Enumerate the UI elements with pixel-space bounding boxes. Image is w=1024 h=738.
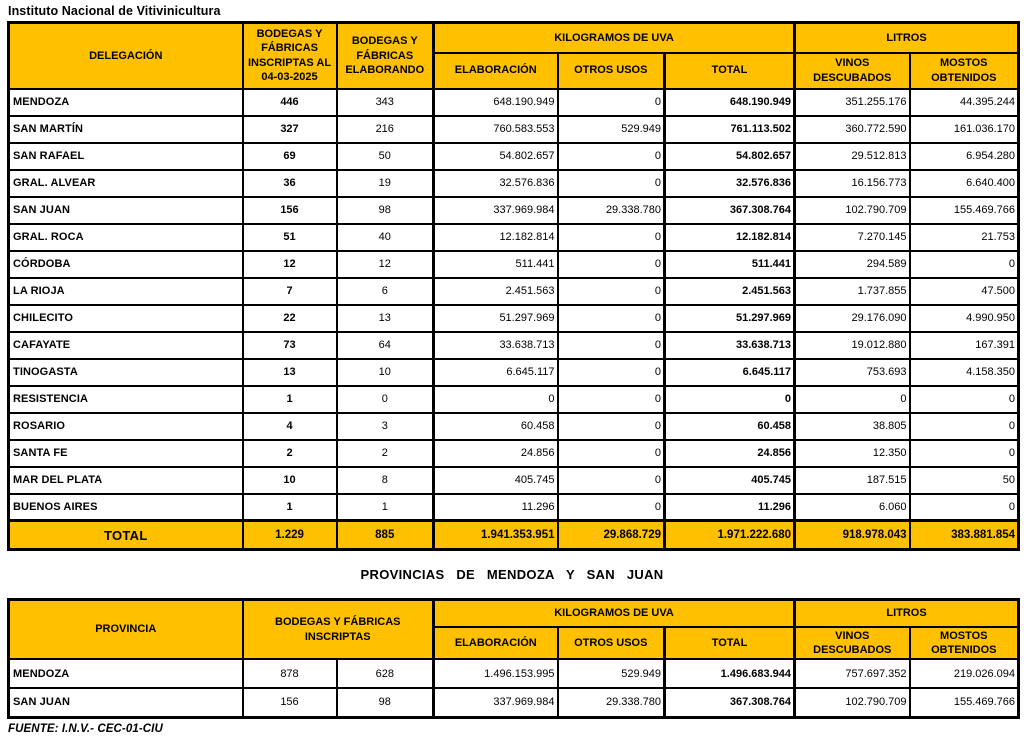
provinces-table [7,598,1020,719]
vinos-value: 7.270.145 [795,224,910,251]
elaboracion-value: 337.969.984 [434,688,558,717]
elaboracion-value: 33.638.713 [434,332,558,359]
otros-usos-value: 0 [558,89,665,116]
mostos-value: 0 [910,251,1019,278]
row-chilecito [9,305,1019,332]
inscriptas-value: 4 [243,413,337,440]
elaboracion-value: 11.296 [434,494,558,521]
total-value: 2.451.563 [665,278,795,305]
col-header-inscriptas: BODEGAS Y FÁBRICAS INSCRIPTAS [243,600,434,660]
mostos-value: 167.391 [910,332,1019,359]
vinos-value: 38.805 [795,413,910,440]
inscriptas-value: 69 [243,143,337,170]
mostos-value: 50 [910,467,1019,494]
inscriptas-value: 22 [243,305,337,332]
inscriptas-value: 12 [243,251,337,278]
row-cordoba [9,251,1019,278]
total-elaboracion: 1.941.353.951 [434,521,558,550]
total-value: 24.856 [665,440,795,467]
source-note: FUENTE: I.N.V.- CEC-01-CIU [8,722,163,735]
vinos-value: 1.737.855 [795,278,910,305]
row-gral-alvear [9,170,1019,197]
otros-usos-value: 0 [558,170,665,197]
delegation-name: SAN MARTÍN [9,116,243,143]
mostos-value: 6.640.400 [910,170,1019,197]
total-label: TOTAL [9,521,243,550]
inscriptas-value: 156 [243,688,337,717]
total-value: 761.113.502 [665,116,795,143]
total-value: 648.190.949 [665,89,795,116]
col-header-mostos: MOSTOS OBTENIDOS [910,53,1019,89]
row-cafayate [9,332,1019,359]
mostos-value: 4.990.950 [910,305,1019,332]
province-name: MENDOZA [9,659,243,688]
elaborando-value: 19 [337,170,434,197]
elaboracion-value: 337.969.984 [434,197,558,224]
row-san-juan-province [9,688,1019,717]
elaborando-value: 98 [337,197,434,224]
vinos-value: 102.790.709 [795,197,910,224]
col-header-delegacion: DELEGACIÓN [9,23,243,89]
vinos-value: 29.512.813 [795,143,910,170]
vinos-value: 16.156.773 [795,170,910,197]
mostos-value: 155.469.766 [910,688,1019,717]
otros-usos-value: 0 [558,278,665,305]
col-header-otros-usos: OTROS USOS [558,627,665,660]
otros-usos-value: 0 [558,386,665,413]
row-la-rioja [9,278,1019,305]
elaboracion-value: 405.745 [434,467,558,494]
delegation-name: GRAL. ALVEAR [9,170,243,197]
elaborando-value: 64 [337,332,434,359]
total-vinos: 918.978.043 [795,521,910,550]
mostos-value: 4.158.350 [910,359,1019,386]
inscriptas-value: 327 [243,116,337,143]
col-header-vinos: VINOS DESCUBADOS [795,627,910,660]
delegations-table [7,21,1020,551]
otros-usos-value: 0 [558,251,665,278]
mostos-value: 0 [910,413,1019,440]
page-title: Instituto Nacional de Vitivinicultura [8,4,221,18]
inscriptas-value: 36 [243,170,337,197]
delegation-name: RESISTENCIA [9,386,243,413]
inscriptas-value: 10 [243,467,337,494]
elaboracion-value: 51.297.969 [434,305,558,332]
col-header-total: TOTAL [665,627,795,660]
mostos-value: 161.036.170 [910,116,1019,143]
group-header-litros: LITROS [795,600,1019,627]
inscriptas-value: 1 [243,386,337,413]
elaboracion-value: 648.190.949 [434,89,558,116]
elaboracion-value: 0 [434,386,558,413]
otros-usos-value: 529.949 [558,116,665,143]
elaborando-value: 0 [337,386,434,413]
total-value: 11.296 [665,494,795,521]
elaborando-value: 628 [337,659,434,688]
delegation-name: BUENOS AIRES [9,494,243,521]
delegation-name: SAN RAFAEL [9,143,243,170]
total-value: 60.458 [665,413,795,440]
row-mendoza [9,89,1019,116]
elaboracion-value: 511.441 [434,251,558,278]
vinos-value: 29.176.090 [795,305,910,332]
inscriptas-value: 446 [243,89,337,116]
delegation-name: CAFAYATE [9,332,243,359]
otros-usos-value: 0 [558,413,665,440]
elaborando-value: 1 [337,494,434,521]
row-tinogasta [9,359,1019,386]
elaboracion-value: 24.856 [434,440,558,467]
total-total: 1.971.222.680 [665,521,795,550]
inscriptas-value: 73 [243,332,337,359]
mostos-value: 47.500 [910,278,1019,305]
otros-usos-value: 0 [558,143,665,170]
elaboracion-value: 60.458 [434,413,558,440]
row-san-rafael [9,143,1019,170]
mostos-value: 219.026.094 [910,659,1019,688]
inscriptas-value: 51 [243,224,337,251]
row-mendoza-province [9,659,1019,688]
delegation-name: LA RIOJA [9,278,243,305]
elaboracion-value: 12.182.814 [434,224,558,251]
vinos-value: 351.255.176 [795,89,910,116]
vinos-value: 102.790.709 [795,688,910,717]
elaborando-value: 6 [337,278,434,305]
total-mostos: 383.881.854 [910,521,1019,550]
col-header-vinos: VINOS DESCUBADOS [795,53,910,89]
total-value: 367.308.764 [665,197,795,224]
delegation-name: TINOGASTA [9,359,243,386]
total-value: 51.297.969 [665,305,795,332]
mostos-value: 6.954.280 [910,143,1019,170]
row-mar-del-plata [9,467,1019,494]
row-santa-fe [9,440,1019,467]
row-rosario [9,413,1019,440]
inscriptas-value: 156 [243,197,337,224]
otros-usos-value: 29.338.780 [558,197,665,224]
inscriptas-value: 13 [243,359,337,386]
total-value: 33.638.713 [665,332,795,359]
elaborando-value: 3 [337,413,434,440]
delegation-name: CHILECITO [9,305,243,332]
inscriptas-value: 878 [243,659,337,688]
otros-usos-value: 0 [558,305,665,332]
total-value: 6.645.117 [665,359,795,386]
col-header-elaboracion: ELABORACIÓN [434,627,558,660]
inscriptas-value: 7 [243,278,337,305]
vinos-value: 294.589 [795,251,910,278]
otros-usos-value: 0 [558,467,665,494]
elaboracion-value: 32.576.836 [434,170,558,197]
inscriptas-value: 2 [243,440,337,467]
elaboracion-value: 6.645.117 [434,359,558,386]
total-inscriptas: 1.229 [243,521,337,550]
total-value: 405.745 [665,467,795,494]
vinos-value: 6.060 [795,494,910,521]
otros-usos-value: 0 [558,224,665,251]
total-value: 511.441 [665,251,795,278]
provinces-section-title: PROVINCIAS DE MENDOZA Y SAN JUAN [360,567,664,582]
elaborando-value: 343 [337,89,434,116]
mostos-value: 44.395.244 [910,89,1019,116]
total-row [9,521,1019,550]
row-san-martin [9,116,1019,143]
province-name: SAN JUAN [9,688,243,717]
inscriptas-value: 1 [243,494,337,521]
elaborando-value: 8 [337,467,434,494]
total-value: 0 [665,386,795,413]
mostos-value: 0 [910,386,1019,413]
total-value: 54.802.657 [665,143,795,170]
col-header-elaboracion: ELABORACIÓN [434,53,558,89]
mostos-value: 155.469.766 [910,197,1019,224]
delegation-name: SANTA FE [9,440,243,467]
group-header-litros: LITROS [795,23,1019,53]
elaborando-value: 98 [337,688,434,717]
total-elaborando: 885 [337,521,434,550]
elaborando-value: 13 [337,305,434,332]
col-header-inscriptas: BODEGAS Y FÁBRICAS INSCRIPTAS AL 04-03-2025 [243,23,337,89]
elaboracion-value: 54.802.657 [434,143,558,170]
total-value: 32.576.836 [665,170,795,197]
row-buenos-aires [9,494,1019,521]
col-header-otros-usos: OTROS USOS [558,53,665,89]
row-resistencia [9,386,1019,413]
col-header-mostos: MOSTOS OBTENIDOS [910,627,1019,660]
elaborando-value: 216 [337,116,434,143]
otros-usos-value: 0 [558,440,665,467]
col-header-total: TOTAL [665,53,795,89]
total-otros-usos: 29.868.729 [558,521,665,550]
group-header-kilogramos: KILOGRAMOS DE UVA [434,600,795,627]
delegation-name: GRAL. ROCA [9,224,243,251]
otros-usos-value: 0 [558,332,665,359]
otros-usos-value: 0 [558,494,665,521]
elaboracion-value: 760.583.553 [434,116,558,143]
delegation-name: ROSARIO [9,413,243,440]
elaborando-value: 10 [337,359,434,386]
elaborando-value: 12 [337,251,434,278]
vinos-value: 753.693 [795,359,910,386]
row-gral-roca [9,224,1019,251]
mostos-value: 0 [910,494,1019,521]
vinos-value: 0 [795,386,910,413]
elaborando-value: 50 [337,143,434,170]
mostos-value: 0 [910,440,1019,467]
delegation-name: MENDOZA [9,89,243,116]
elaborando-value: 2 [337,440,434,467]
vinos-value: 757.697.352 [795,659,910,688]
vinos-value: 187.515 [795,467,910,494]
vinos-value: 12.350 [795,440,910,467]
col-header-provincia: PROVINCIA [9,600,243,660]
header-group-row [9,600,1019,627]
total-value: 12.182.814 [665,224,795,251]
elaboracion-value: 2.451.563 [434,278,558,305]
row-san-juan [9,197,1019,224]
otros-usos-value: 29.338.780 [558,688,665,717]
vinos-value: 19.012.880 [795,332,910,359]
total-value: 1.496.683.944 [665,659,795,688]
elaboracion-value: 1.496.153.995 [434,659,558,688]
mostos-value: 21.753 [910,224,1019,251]
delegation-name: CÓRDOBA [9,251,243,278]
otros-usos-value: 0 [558,359,665,386]
elaborando-value: 40 [337,224,434,251]
delegation-name: SAN JUAN [9,197,243,224]
col-header-elaborando: BODEGAS Y FÁBRICAS ELABORANDO [337,23,434,89]
otros-usos-value: 529.949 [558,659,665,688]
delegation-name: MAR DEL PLATA [9,467,243,494]
total-value: 367.308.764 [665,688,795,717]
header-group-row [9,23,1019,53]
vinos-value: 360.772.590 [795,116,910,143]
group-header-kilogramos: KILOGRAMOS DE UVA [434,23,795,53]
